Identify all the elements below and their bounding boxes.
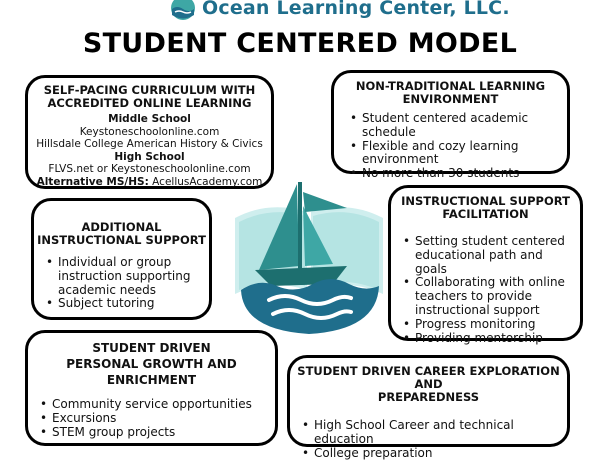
list-item: • Providing mentorship xyxy=(401,332,574,346)
high-school-heading: High School xyxy=(114,150,185,163)
list-item: • STEM group projects xyxy=(38,426,271,440)
middle-school-heading: Middle School xyxy=(108,113,191,125)
waves-icon xyxy=(241,279,379,334)
card-title-line: FACILITATION xyxy=(442,207,529,221)
card-title-line: INSTRUCTIONAL SUPPORT xyxy=(401,194,570,208)
card-title xyxy=(391,195,580,221)
list-item: • No more than 30 students xyxy=(348,167,557,181)
bullet-list xyxy=(300,419,563,460)
sailboat-illustration xyxy=(229,178,389,338)
brand-name: Ocean Learning Center, LLC. xyxy=(202,0,510,19)
card-career-exploration xyxy=(287,355,570,460)
card-title xyxy=(334,80,567,106)
list-item: • Subject tutoring xyxy=(44,297,205,311)
list-item: • Student centered academic schedule xyxy=(348,112,532,140)
bullet-list xyxy=(44,256,205,311)
card-title-line: SELF-PACING CURRICULUM WITH xyxy=(43,83,256,97)
card-personal-growth-enrichment xyxy=(25,330,278,446)
list-item: • Progress monitoring xyxy=(401,318,574,332)
card-title-line: ADDITIONAL xyxy=(81,220,162,234)
card-title-line: STUDENT DRIVEN CAREER EXPLORATION AND xyxy=(297,364,560,391)
page-title: STUDENT CENTERED MODEL xyxy=(82,28,518,59)
card-title xyxy=(34,221,209,247)
card-title xyxy=(28,84,271,110)
card-title xyxy=(28,340,275,388)
middle-school-line: Hillsdale College American History & Civics xyxy=(36,138,263,150)
brand-header xyxy=(170,0,510,21)
card-title-line: STUDENT DRIVEN xyxy=(92,341,211,355)
card-title-line: PERSONAL GROWTH AND xyxy=(66,357,237,371)
list-item: • High School Career and technical education xyxy=(300,419,563,447)
list-item: • Setting student centered educational path and goals xyxy=(401,235,574,276)
card-self-pacing-curriculum xyxy=(25,75,274,189)
list-item: • Collaborating with online teachers to provide instructional support xyxy=(401,276,574,317)
middle-school-line: Keystoneschoolonline.com xyxy=(79,125,220,138)
list-item: • College preparation xyxy=(300,447,563,460)
bullet-list xyxy=(401,235,574,345)
card-title-line: INSTRUCTIONAL SUPPORT xyxy=(37,233,206,247)
list-item: • Individual or group instruction supporting academic needs xyxy=(44,256,205,297)
card-title-line: ENVIRONMENT xyxy=(402,92,499,106)
card-non-traditional-environment xyxy=(331,70,570,181)
wave-logo-icon xyxy=(170,0,196,21)
card-title-line: ENRICHMENT xyxy=(106,373,197,387)
alternative-value: AcellusAcademy.com xyxy=(152,175,263,188)
high-school-line: FLVS.net or Keystoneschoolonline.com xyxy=(48,163,251,175)
card-additional-instructional-support xyxy=(31,198,212,320)
curriculum-details xyxy=(28,113,271,188)
card-title-line: PREPAREDNESS xyxy=(377,390,480,404)
alternative-label: Alternative MS/HS: xyxy=(36,175,149,188)
list-item: • Community service opportunities xyxy=(38,398,271,412)
card-instructional-support-facilitation xyxy=(388,185,583,345)
list-item: • Excursions xyxy=(38,412,271,426)
card-title-line: ACCREDITED ONLINE LEARNING xyxy=(47,96,252,110)
card-title-line: NON-TRADITIONAL LEARNING xyxy=(355,79,546,93)
list-item: • Flexible and cozy learning environment xyxy=(348,140,532,168)
card-title xyxy=(290,365,567,404)
bullet-list xyxy=(348,112,557,181)
bullet-list xyxy=(38,398,271,439)
